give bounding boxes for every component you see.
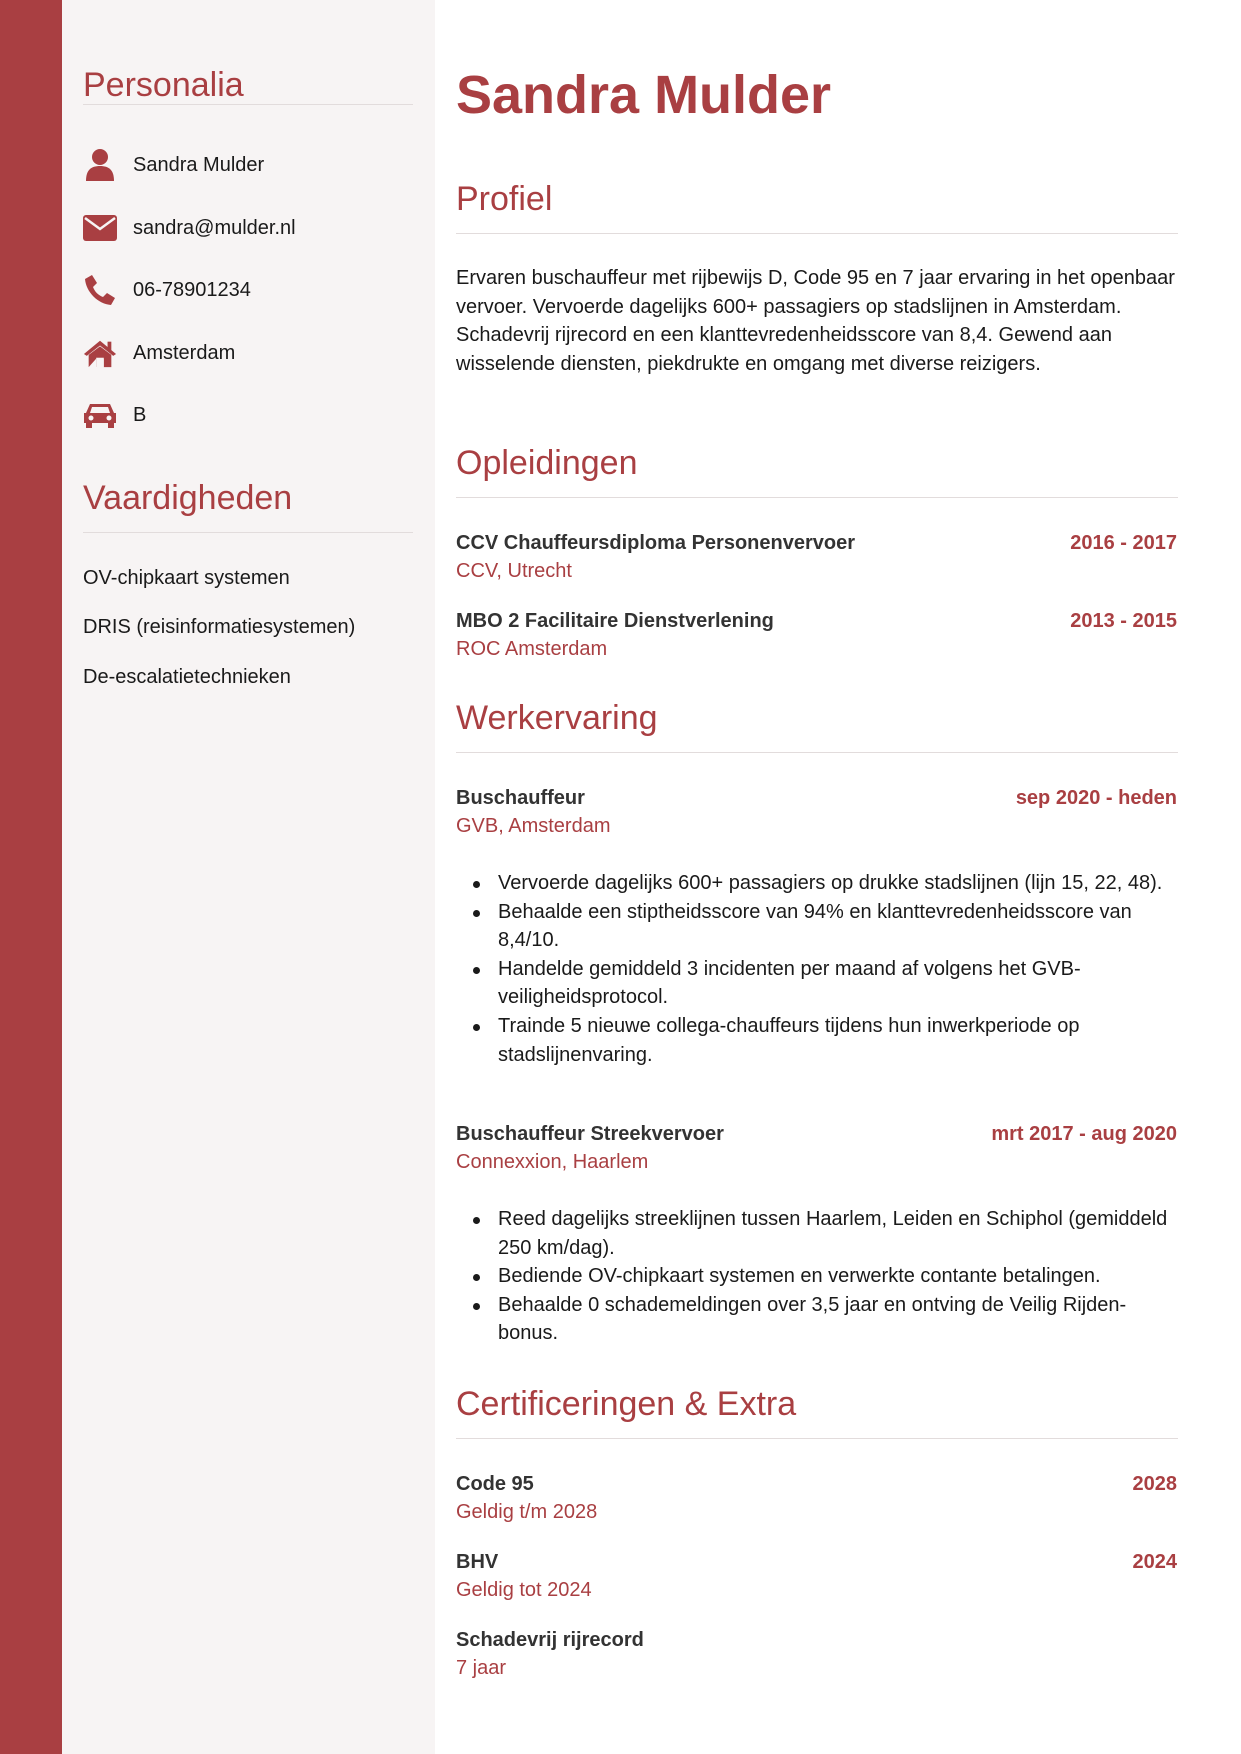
profile-heading: Profiel bbox=[456, 180, 553, 218]
contact-city-text: Amsterdam bbox=[133, 341, 236, 364]
cert-validity: 7 jaar bbox=[456, 1657, 507, 1679]
job-bullet: Behaalde 0 schademeldingen over 3,5 jaar en ontving de Veilig Rijden-bonus. bbox=[456, 1291, 1178, 1348]
skills-heading: Vaardigheden bbox=[83, 479, 293, 517]
education-heading: Opleidingen bbox=[456, 444, 638, 482]
contact-name bbox=[83, 148, 264, 182]
job-bullet: Behaalde een stiptheidsscore van 94% en klanttevredenheidsscore van 8,4/10. bbox=[456, 898, 1178, 955]
skill-item: DRIS (reisinformatiesystemen) bbox=[83, 616, 356, 638]
cert-year: 2028 bbox=[1132, 1473, 1177, 1495]
job-employer: GVB, Amsterdam bbox=[456, 815, 611, 837]
skills-rule bbox=[83, 532, 413, 533]
job-date: mrt 2017 - aug 2020 bbox=[991, 1123, 1177, 1145]
job-bullet: Handelde gemiddeld 3 incidenten per maand af volgens het GVB-veiligheidsprotocol. bbox=[456, 955, 1178, 1012]
personalia-rule bbox=[83, 104, 413, 105]
work-heading: Werkervaring bbox=[456, 699, 658, 737]
job-bullet: Trainde 5 nieuwe collega-chauffeurs tijdens hun inwerkperiode op stadslijnenvaring. bbox=[456, 1012, 1178, 1069]
job-date: sep 2020 - heden bbox=[1015, 787, 1177, 809]
education-title: MBO 2 Facilitaire Dienstverlening bbox=[456, 610, 774, 632]
cert-year: 2024 bbox=[1132, 1551, 1177, 1573]
skill-item: De-escalatietechnieken bbox=[83, 666, 291, 688]
certifications-heading: Certificeringen & Extra bbox=[456, 1385, 797, 1423]
cert-title: BHV bbox=[456, 1551, 499, 1573]
job-bullet: Bediende OV-chipkaart systemen en verwerkte contante betalingen. bbox=[456, 1262, 1178, 1291]
education-institution: CCV, Utrecht bbox=[456, 560, 572, 582]
car-icon bbox=[83, 398, 117, 432]
contact-phone-text: 06-78901234 bbox=[133, 278, 251, 301]
education-institution: ROC Amsterdam bbox=[456, 638, 608, 660]
education-rule bbox=[456, 497, 1178, 498]
cert-title: Code 95 bbox=[456, 1473, 534, 1495]
personalia-heading: Personalia bbox=[83, 66, 244, 104]
home-icon bbox=[83, 336, 117, 370]
contact-email-text: sandra@mulder.nl bbox=[133, 216, 296, 239]
candidate-name: Sandra Mulder bbox=[456, 65, 832, 125]
contact-phone[interactable] bbox=[83, 273, 251, 307]
job-title: Buschauffeur Streekvervoer bbox=[456, 1123, 724, 1145]
contact-email[interactable] bbox=[83, 211, 296, 245]
phone-icon bbox=[83, 273, 117, 307]
profile-rule bbox=[456, 233, 1178, 234]
job-bullet: Reed dagelijks streeklijnen tussen Haarlem, Leiden en Schiphol (gemiddeld 250 km/dag). bbox=[456, 1205, 1178, 1262]
job-title: Buschauffeur bbox=[456, 787, 585, 809]
contact-license bbox=[83, 398, 146, 432]
profile-text: Ervaren buschauffeur met rijbewijs D, Code 95 en 7 jaar ervaring in het openbaar vervoer. Vervoerde dagelijks 600+ passagiers op stadslijnen in Amsterdam. Schadevrij rijrecord en een klanttevredenheidsscore van 8,4. Gewend aan wisselende diensten, piekdrukte en omgang met diverse reizigers. bbox=[456, 267, 1175, 375]
contact-city bbox=[83, 336, 235, 370]
contact-name-text: Sandra Mulder bbox=[133, 153, 265, 176]
envelope-icon bbox=[83, 211, 117, 245]
sidebar bbox=[62, 0, 435, 1754]
certifications-rule bbox=[456, 1438, 1178, 1439]
education-date: 2013 - 2015 bbox=[1070, 610, 1177, 632]
skill-item: OV-chipkaart systemen bbox=[83, 567, 290, 589]
education-date: 2016 - 2017 bbox=[1070, 532, 1177, 554]
job-bullets bbox=[456, 1205, 1178, 1348]
user-icon bbox=[83, 148, 117, 182]
job-bullet: Vervoerde dagelijks 600+ passagiers op drukke stadslijnen (lijn 15, 22, 48). bbox=[456, 869, 1178, 898]
main-content bbox=[435, 0, 1241, 1754]
cert-title: Schadevrij rijrecord bbox=[456, 1629, 644, 1651]
education-title: CCV Chauffeursdiploma Personenvervoer bbox=[456, 532, 855, 554]
contact-license-text: B bbox=[133, 403, 147, 426]
cert-validity: Geldig t/m 2028 bbox=[456, 1501, 598, 1523]
work-rule bbox=[456, 752, 1178, 753]
accent-bar bbox=[0, 0, 62, 1754]
job-employer: Connexxion, Haarlem bbox=[456, 1151, 649, 1173]
cert-validity: Geldig tot 2024 bbox=[456, 1579, 592, 1601]
job-bullets bbox=[456, 869, 1178, 1069]
